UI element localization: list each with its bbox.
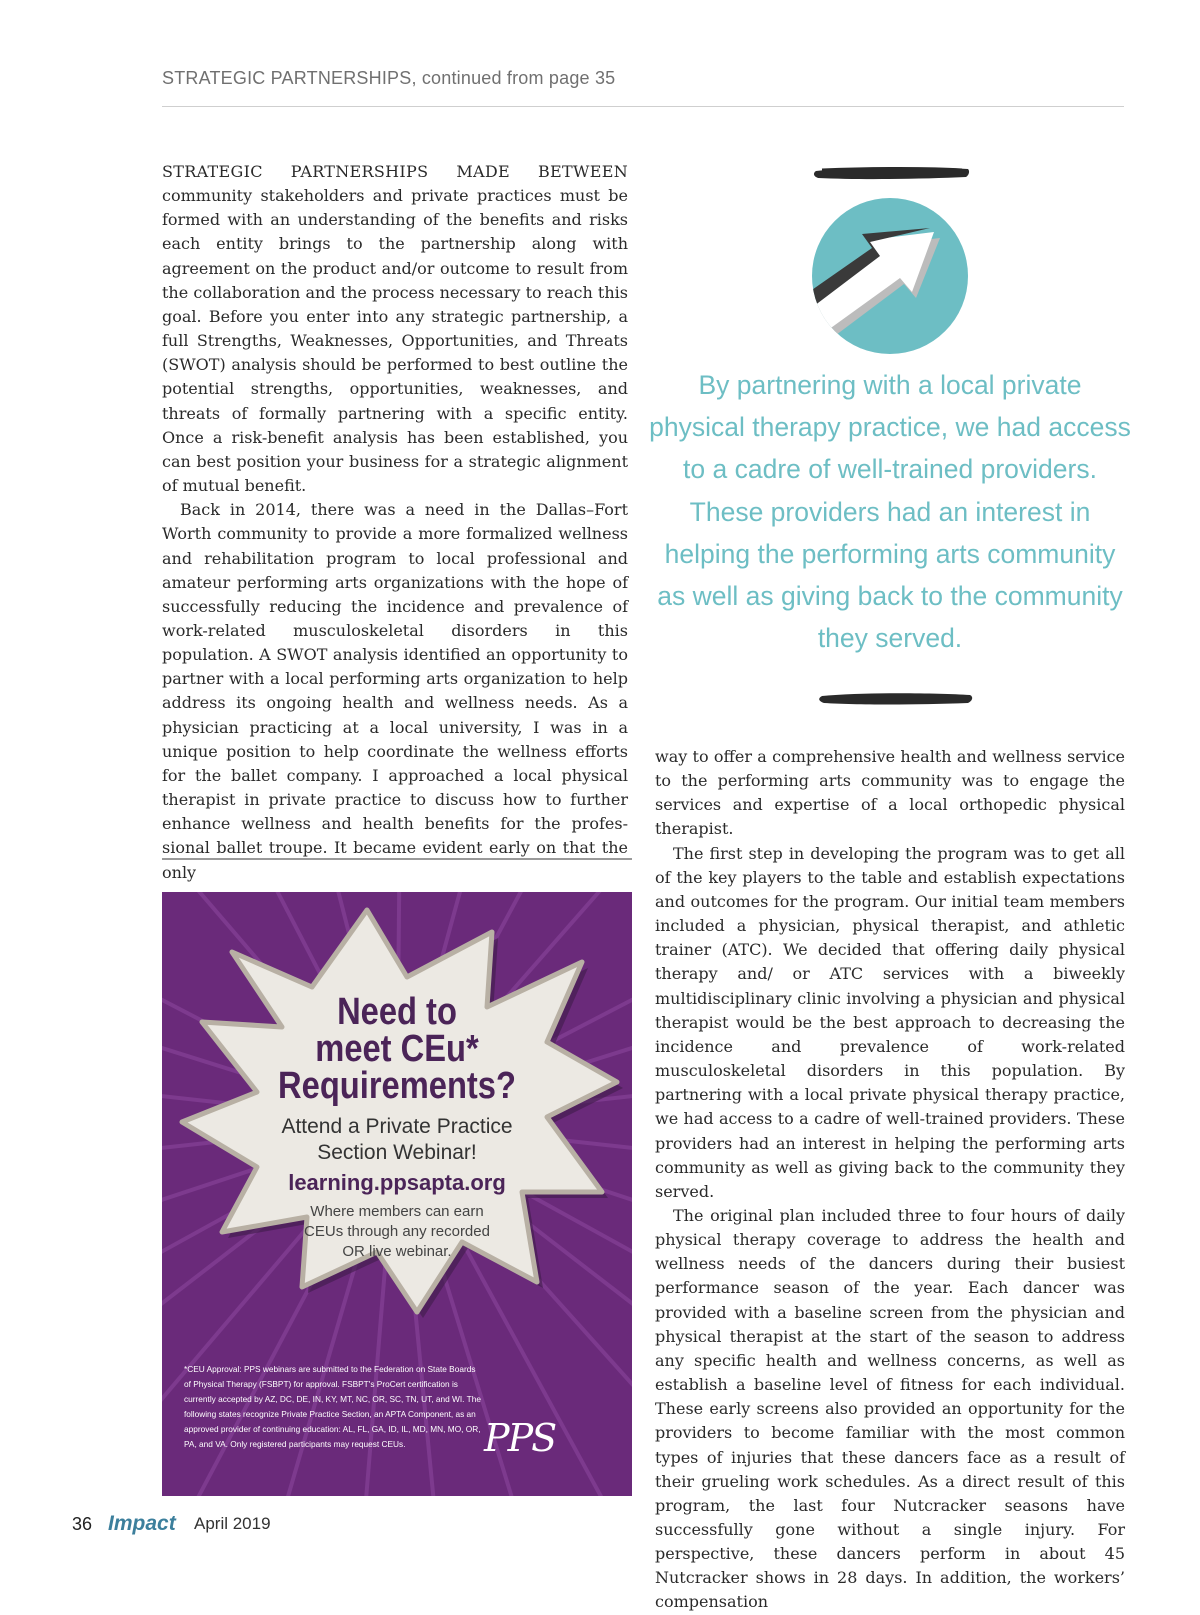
ad-headline-line-1: Need to	[337, 991, 457, 1033]
brush-stroke-bottom	[816, 688, 976, 710]
webinar-advertisement[interactable]	[162, 892, 632, 1496]
ad-headline	[278, 991, 516, 1107]
paragraph-2: Back in 2014, there was a need in the Dallas–Fort Worth community to provide a more formalized wellness and rehabilitation program to local professional and amateur performing arts organizations with the hope of successfully reducing the incidence and prevalence of work-related musculoskeletal disorders in this population. A SWOT analysis identified an opportunity to partner with a local performing arts organization to help address its ongoing health and wellness needs. As a physician practicing at a local university, I was in a unique position to help coordinate the wellness efforts for the ballet company. I approached a local physical therapist in private practice to discuss how to further enhance wellness and health benefits for the professional ballet troupe. It became evident early on that the only	[162, 500, 628, 882]
brush-stroke-top	[812, 162, 972, 184]
running-header: STRATEGIC PARTNERSHIPS, continued from page 35	[162, 68, 616, 88]
ad-url-link[interactable]: learning.ppsapta.org	[288, 1170, 506, 1195]
left-column	[162, 160, 628, 885]
right-column	[655, 745, 1125, 1615]
paragraph-5: The original plan included three to four hours of daily physical therapy coverage to address the health and wellness needs of the dancers during their busiest performance season of the year. Each dancer was provided with a baseline screen from the physician and physical therapist at the start of the season to address any specific health and wellness concerns, as well as establish a baseline level of fitness for each individual. These early screens also provided an opportunity for the providers to become familiar with the most common types of injuries that these dancers face as a result of their grueling work schedules. As a direct result of this program, the last four Nutcracker seasons have successfully gone without a single injury. For perspective, these dancers perform in about 45 Nutcracker shows in 28 days. In addition, the workers’ compensation	[655, 1205, 1125, 1612]
ad-desc-line-1: Where members can earn	[310, 1203, 484, 1220]
paragraph-4: The first step in developing the program was to get all of the key players to the table and establish expectations and outcomes for the program. Our initial team members included a physician, physical therapist, and athletic trainer (ATC). We decided that offering daily physical therapy and/ or ATC services with a biweekly multidisciplinary clinic involving a physician and physical therapist would be the best approach to decreasing the incidence and prevalence of work-related musculoskeletal disorders in this population. By partnering with a local private physical therapy practice, we had access to a cadre of well-trained providers. These providers had an interest in helping the performing arts community as well as giving back to the community they served.	[655, 843, 1125, 1201]
magazine-name: Impact	[108, 1512, 176, 1535]
header-divider	[162, 106, 1124, 107]
ad-headline-line-3: Requirements?	[278, 1065, 516, 1107]
ad-description	[272, 1202, 522, 1262]
ad-sub-line-2: Section Webinar!	[317, 1141, 477, 1164]
arrow-up-icon	[812, 198, 968, 354]
ad-desc-line-2: CEUs through any recorded	[304, 1223, 490, 1240]
ad-divider	[162, 858, 632, 860]
paragraph-1-text: community stakeholders and private practices must be formed with an understanding of the benefits and risks each entity brings to the partnership along with agreement on the product and/or outcome to result from the collaboration and the process necessary to reach this goal. Before you enter into any strategic partnership, a full Strengths, Weaknesses, Opportunities, and Threats (SWOT) analysis should be performed to best outline the potential strengths, opportunities, weaknesses, and threats of formally partnering with a specific entity. Once a risk-benefit analysis has been established, you can best position your business for a strategic alignment of mutual benefit.	[162, 186, 628, 496]
pull-quote: By partnering with a local private physical therapy practice, we had access to a cadre of well-trained providers. These providers had an interest in helping the performing arts community as well as giving back to the community they served.	[649, 370, 1131, 654]
page-number: 36	[72, 1514, 93, 1534]
paragraph-3: way to offer a comprehensive health and wellness service to the performing arts community was to engage the services and expertise of a local orthopedic physical therapist.	[655, 747, 1125, 839]
lead-in-caps: STRATEGIC PARTNERSHIPS MADE BETWEEN	[162, 162, 628, 181]
ad-fine-print: *CEU Approval: PPS webinars are submitted to the Federation on State Boards of Physical Therapy (FSBPT) for approval. FSBPT's ProCert certification is currently accepted by AZ, DC, DE, IN, KY, MT, NC, OR, SC, TN, UT, and WI. The following states recognize Private Practice Section, an APTA Component, as an approved provider of continuing education: AL, FL, GA, ID, IL, MD, MN, MO, OR, PA, and VA. Only registered participants may request CEUs.	[184, 1364, 481, 1449]
ad-headline-line-2: meet CEu*	[315, 1028, 479, 1070]
issue-date: April 2019	[194, 1514, 271, 1533]
ad-subheading	[252, 1114, 542, 1166]
paragraph-1	[162, 160, 628, 498]
ad-sub-line-1: Attend a Private Practice	[281, 1115, 513, 1138]
pps-logo: PPS	[484, 1416, 556, 1460]
ad-desc-line-3: OR live webinar.	[342, 1243, 452, 1260]
